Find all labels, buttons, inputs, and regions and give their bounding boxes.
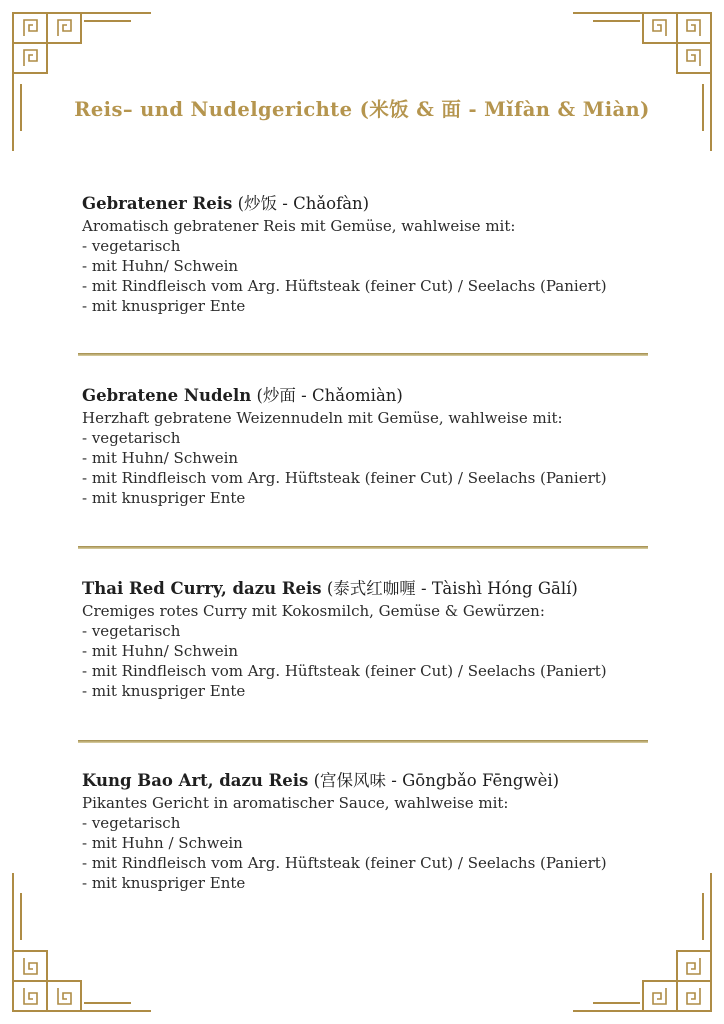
dish-name-rest: (炒饭 - Chǎofàn) — [232, 194, 370, 213]
dish-name — [82, 192, 668, 216]
dish-description: Cremiges rotes Curry mit Kokosmilch, Gemüse & Gewürzen: — [82, 602, 545, 620]
dish-description: Pikantes Gericht in aromatischer Sauce, wahlweise mit: — [82, 794, 509, 812]
corner-ornament-bottom-right-icon — [572, 872, 724, 1024]
dish-option: - mit Rindfleisch vom Arg. Hüftsteak (feiner Cut) / Seelachs (Paniert) — [82, 277, 607, 295]
dish-option: - vegetarisch — [82, 814, 181, 832]
dish-name — [82, 384, 668, 408]
dish-name-rest: (宫保风味 - Gōngbǎo Fēngwèi) — [308, 771, 560, 790]
dish-option: - mit Rindfleisch vom Arg. Hüftsteak (feiner Cut) / Seelachs (Paniert) — [82, 469, 607, 487]
dish-name-rest: (泰式红咖喱 - Tàishì Hóng Gālí) — [321, 579, 578, 598]
dish-option: - vegetarisch — [82, 429, 181, 447]
page-title: Reis– und Nudelgerichte (米饭 & 面 - Mǐfàn & Miàn) — [74, 98, 650, 121]
dish-option: - mit knuspriger Ente — [82, 297, 246, 315]
dish-section-kung-bao — [82, 769, 668, 893]
dish-description: Herzhaft gebratene Weizennudeln mit Gemüse, wahlweise mit: — [82, 409, 563, 427]
corner-ornament-bottom-left-icon — [0, 872, 152, 1024]
dish-option: - mit Rindfleisch vom Arg. Hüftsteak (feiner Cut) / Seelachs (Paniert) — [82, 854, 607, 872]
dish-section-gebratene-nudeln — [82, 384, 668, 508]
dish-option: - mit knuspriger Ente — [82, 489, 246, 507]
dish-name-bold: Gebratene Nudeln — [82, 386, 252, 405]
corner-ornament-top-left-icon — [0, 0, 152, 152]
dish-section-thai-red-curry — [82, 577, 668, 701]
section-divider — [78, 740, 648, 743]
section-divider — [78, 546, 648, 549]
dish-section-gebratener-reis — [82, 192, 668, 316]
dish-option: - mit Huhn / Schwein — [82, 834, 243, 852]
dish-name-bold: Gebratener Reis — [82, 194, 233, 213]
dish-option: - mit Rindfleisch vom Arg. Hüftsteak (feiner Cut) / Seelachs (Paniert) — [82, 662, 607, 680]
dish-description: Aromatisch gebratener Reis mit Gemüse, wahlweise mit: — [82, 217, 516, 235]
dish-option: - vegetarisch — [82, 622, 181, 640]
corner-ornament-top-right-icon — [572, 0, 724, 152]
dish-option: - mit knuspriger Ente — [82, 682, 246, 700]
dish-name — [82, 577, 668, 601]
dish-option: - mit Huhn/ Schwein — [82, 449, 239, 467]
section-divider — [78, 353, 648, 356]
dish-option: - mit Huhn/ Schwein — [82, 642, 239, 660]
dish-name — [82, 769, 668, 793]
dish-option: - vegetarisch — [82, 237, 181, 255]
dish-name-bold: Thai Red Curry, dazu Reis — [82, 579, 322, 598]
dish-name-rest: (炒面 - Chǎomiàn) — [251, 386, 403, 405]
dish-option: - mit Huhn/ Schwein — [82, 257, 239, 275]
dish-option: - mit knuspriger Ente — [82, 874, 246, 892]
dish-name-bold: Kung Bao Art, dazu Reis — [82, 771, 309, 790]
